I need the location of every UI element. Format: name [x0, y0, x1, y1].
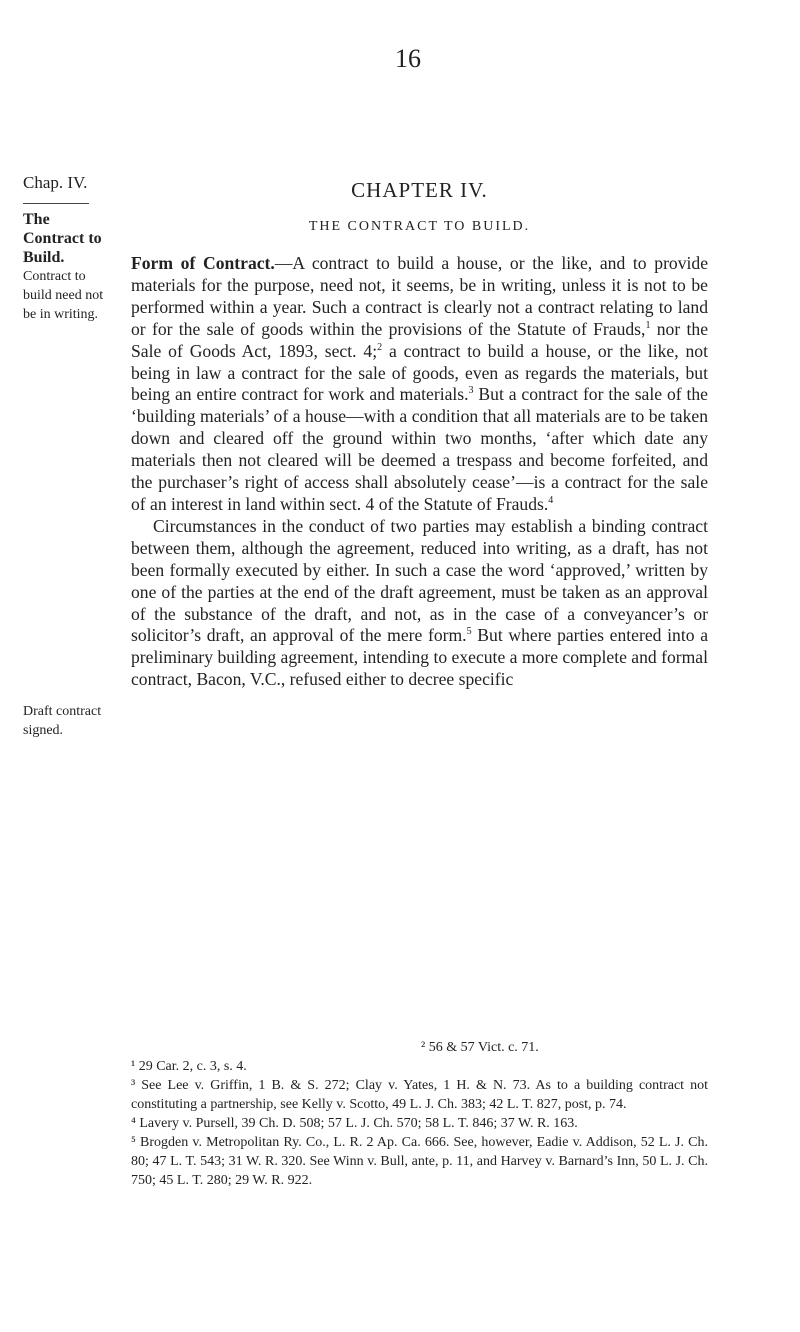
divider	[23, 203, 89, 204]
margin-heading: The Contract to Build.	[23, 211, 102, 266]
page-number: 16	[395, 44, 421, 73]
body-text	[131, 253, 708, 691]
footnote-ref: 5	[466, 626, 472, 638]
paragraph-lead: Form of Contract.	[131, 253, 275, 273]
chapter-title: CHAPTER IV.	[351, 178, 488, 202]
margin-note-draft: Draft contract signed.	[23, 704, 102, 738]
footnote-3: ³ See Lee v. Griffin, 1 B. & S. 272; Clay v. Yates, 1 H. & N. 73. As to a building contract not constituting a partnership, see Kelly v. Scotto, 49 L. J. Ch. 383; 42 L. T. 827, post, p. 74.	[131, 1078, 708, 1112]
footnote-1: ¹ 29 Car. 2, c. 3, s. 4.	[131, 1059, 247, 1074]
text-run: Circumstances in the conduct of two parties may establish a binding contract between them, although the agreement, reduced into writing, as a draft, has not been formally executed by either. In such a case the word ‘approved,’ written by one of the parties at the end of the draft agreement, must be taken as an approval of the substance of the draft, and not, as in the case of a conveyancer’s or solicitor’s draft, an approval of the mere form.	[131, 515, 708, 646]
text-run: But where parties entered into a preliminary building agreement, intending to execute a more complete and formal contract, Bacon, V.C., refused either to decree specific	[131, 625, 709, 690]
paragraph	[131, 253, 708, 516]
text-run: —A contract to build a house, or the like, and to provide materials for the purpose, need not, it seems, be in writing, unless it is not to be performed within a year. Such a contract is clearly not a contract relating to land or for the sale of goods within the provisions of the Statute of Frauds,	[131, 253, 709, 339]
paragraph	[131, 516, 708, 691]
chapter-subtitle: THE CONTRACT TO BUILD.	[308, 219, 531, 234]
footnote-ref: 1	[645, 319, 651, 331]
footnote-2: ² 56 & 57 Vict. c. 71.	[421, 1040, 539, 1055]
margin-notes	[23, 173, 105, 324]
footnote-ref: 4	[548, 495, 554, 507]
footnote-ref: 3	[468, 385, 474, 397]
footnote-4: ⁴ Lavery v. Pursell, 39 Ch. D. 508; 57 L. J. Ch. 570; 58 L. T. 846; 37 W. R. 163.	[131, 1116, 578, 1131]
footnote-5: ⁵ Brogden v. Metropolitan Ry. Co., L. R. 2 Ap. Ca. 666. See, however, Eadie v. Addison, 52 L. J. Ch. 80; 47 L. T. 543; 31 W. R. 320. See Winn v. Bull, ante, p. 11, and Harvey v. Barnard’s Inn, 50 L. J. Ch. 750; 45 L. T. 280; 29 W. R. 922.	[131, 1135, 708, 1188]
text-run: But a contract for the sale of the ‘building materials’ of a house—with a condition that all materials are to be taken down and cleared off the ground within two months, ‘after which date any materials then not cleared will be deemed a trespass and become forfeited, and the purchaser’s right of access shall absolutely cease’—is a contract for the sale of an interest in land within sect. 4 of the Statute of Frauds.	[131, 384, 708, 514]
text-run: a contract to build a house, or the like, not being in law a contract for the sale of goods, even as regards the materials, but being an entire contract for work and materials.	[131, 340, 708, 405]
margin-note-writing: Contract to build need not be in writing.	[23, 269, 104, 322]
footnote-ref: 2	[377, 341, 383, 353]
chapter-label: Chap. IV.	[23, 173, 88, 192]
footnotes	[131, 1038, 708, 1190]
text-run: nor the Sale of Goods Act, 1893, sect. 4;	[131, 318, 708, 361]
